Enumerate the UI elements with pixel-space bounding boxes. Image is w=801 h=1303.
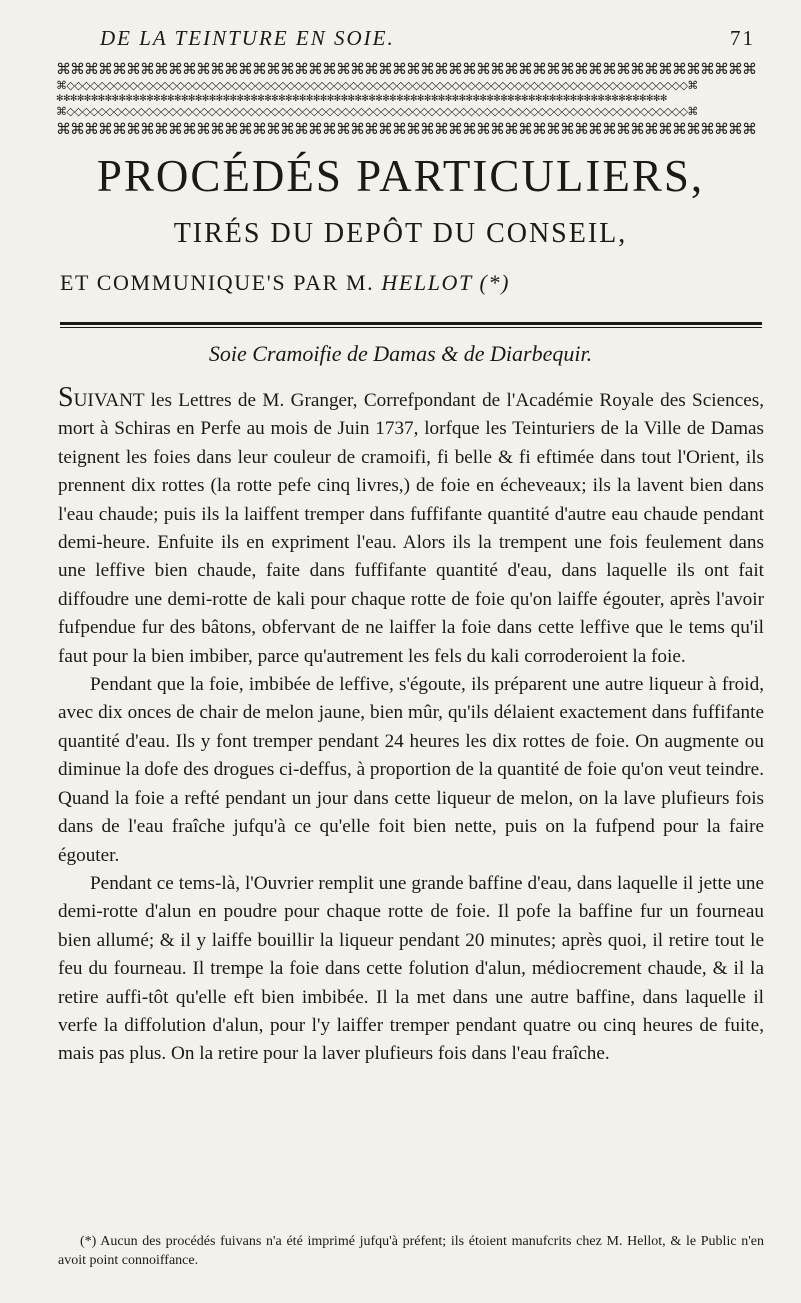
ornament-row-2: ⌘◇◇◇◇◇◇◇◇◇◇◇◇◇◇◇◇◇◇◇◇◇◇◇◇◇◇◇◇◇◇◇◇◇◇◇◇◇◇◇◇◇◇◇◇◇◇◇◇◇◇◇◇◇◇◇◇◇◇◇◇◇◇◇◇◇◇◇◇◇◇◇◇◇◇◇◇◇◇◇⌘ (56, 79, 698, 92)
drop-cap: S (58, 382, 74, 413)
paragraph-1 (58, 384, 764, 671)
ornament-row-3: ✻✻✻✻✻✻✻✻✻✻✻✻✻✻✻✻✻✻✻✻✻✻✻✻✻✻✻✻✻✻✻✻✻✻✻✻✻✻✻✻✻✻✻✻✻✻✻✻✻✻✻✻✻✻✻✻✻✻✻✻✻✻✻✻✻✻✻✻✻✻✻✻✻✻✻✻✻✻✻✻✻✻✻✻✻✻✻✻ (56, 94, 667, 104)
paragraph-2: Pendant que la foie, imbibée de leffive, s'égoute, ils préparent une autre liqueur à froid, avec dix onces de chair de melon jaune, bien mûr, qu'ils délaient exactement dans fuffifante quantité d'eau. Ils y font tremper pendant 24 heures les dix rottes de foie. On augmente ou diminue la dofe des drogues ci-deffus, à proportion de la quantité de foie qu'on veut teindre. Quand la foie a refté pendant un jour dans cette liqueur de melon, on la lave plufieurs fois dans de l'eau fraîche jufqu'à ce qu'elle foit bien nette, puis on la fufpend pour la faire égouter. (58, 674, 764, 866)
body-text (58, 384, 764, 1069)
main-title: PROCÉDÉS PARTICULIERS, (96, 151, 705, 201)
page-number: 71 (730, 26, 755, 50)
running-head (64, 26, 755, 56)
section-title: Soie Cramoifie de Damas & de Diarbequir. (208, 341, 593, 366)
footnote-text: (*) Aucun des procédés fuivans n'a été imprimé jufqu'à préfent; ils étoient manufcrits chez M. Hellot, & le Public n'en avoit point connoiffance. (58, 1234, 764, 1268)
subtitle: TIRÉS DU DEPÔT DU CONSEIL, (173, 218, 628, 249)
footnote (58, 1232, 764, 1270)
paragraph-3: Pendant ce tems-là, l'Ouvrier remplit une grande baffine d'eau, dans laquelle il jette une demi-rotte d'alun en poudre pour chaque rotte de foie. Il pofe la baffine fur un fourneau bien allumé; & il y laiffe bouillir la liqueur pendant 20 minutes; après quoi, il retire tout le feu du fourneau. Il trempe la foie dans cette folution d'alun, médiocrement chaude, & il la retire auffi-tôt qu'elle eft bien imbibée. Il la met dans une autre baffine, dans laquelle il verfe la diffolution d'alun, pour l'y laiffer tremper pendant quatre ou cinq heures de fuite, mais pas plus. On la retire pour la laver plufieurs fois dans l'eau fraîche. (58, 872, 764, 1065)
ornament-row-5: ⌘⌘⌘⌘⌘⌘⌘⌘⌘⌘⌘⌘⌘⌘⌘⌘⌘⌘⌘⌘⌘⌘⌘⌘⌘⌘⌘⌘⌘⌘⌘⌘⌘⌘⌘⌘⌘⌘⌘⌘⌘⌘⌘⌘⌘⌘⌘⌘⌘⌘ (56, 120, 756, 138)
running-title: DE LA TEINTURE EN SOIE. (100, 26, 395, 50)
communication-author: HELLOT (*) (381, 270, 511, 295)
title-rule-thick (60, 322, 762, 325)
communication-prefix: ET COMMUNIQUE'S PAR M. (60, 270, 382, 295)
ornament-row-4: ⌘◇◇◇◇◇◇◇◇◇◇◇◇◇◇◇◇◇◇◇◇◇◇◇◇◇◇◇◇◇◇◇◇◇◇◇◇◇◇◇◇◇◇◇◇◇◇◇◇◇◇◇◇◇◇◇◇◇◇◇◇◇◇◇◇◇◇◇◇◇◇◇◇◇◇◇◇◇◇◇⌘ (56, 105, 698, 118)
title-rule-thin (60, 327, 762, 328)
ornament-row-1: ⌘⌘⌘⌘⌘⌘⌘⌘⌘⌘⌘⌘⌘⌘⌘⌘⌘⌘⌘⌘⌘⌘⌘⌘⌘⌘⌘⌘⌘⌘⌘⌘⌘⌘⌘⌘⌘⌘⌘⌘⌘⌘⌘⌘⌘⌘⌘⌘⌘⌘ (56, 60, 756, 78)
paragraph-1-text: UIVANT les Lettres de M. Granger, Correfpondant de l'Académie Royale des Sciences, mort à Schiras en Perfe au mois de Juin 1737, lorfque les Teinturiers de la Ville de Damas teignent les foies dans leur couleur de cramoifi, fi belle & fi eftimée dans tout l'Orient, ils prennent dix rottes (la rotte pefe cinq livres,) de foie en écheveaux; ils la lavent bien dans l'eau chaude; puis ils la laiffent tremper dans fuffifante quantité d'autre eau chaude pendant demi-heure. Enfuite ils en expriment l'eau. Alors ils la trempent une fois feulement dans une leffive bien chaude, faite dans fuffifante quantité d'eau, dans laquelle ils ont fait diffoudre une demi-rotte de kali pour chaque rotte de foie qu'on laiffe égouter, après l'avoir fufpendue fur des bâtons, obfervant de ne laiffer la foie dans cette leffive que le tems qu'il faut pour la bien imbiber, parce qu'autrement les fels du kali corroderoient la foie. (58, 390, 764, 667)
communication-line (60, 270, 780, 296)
